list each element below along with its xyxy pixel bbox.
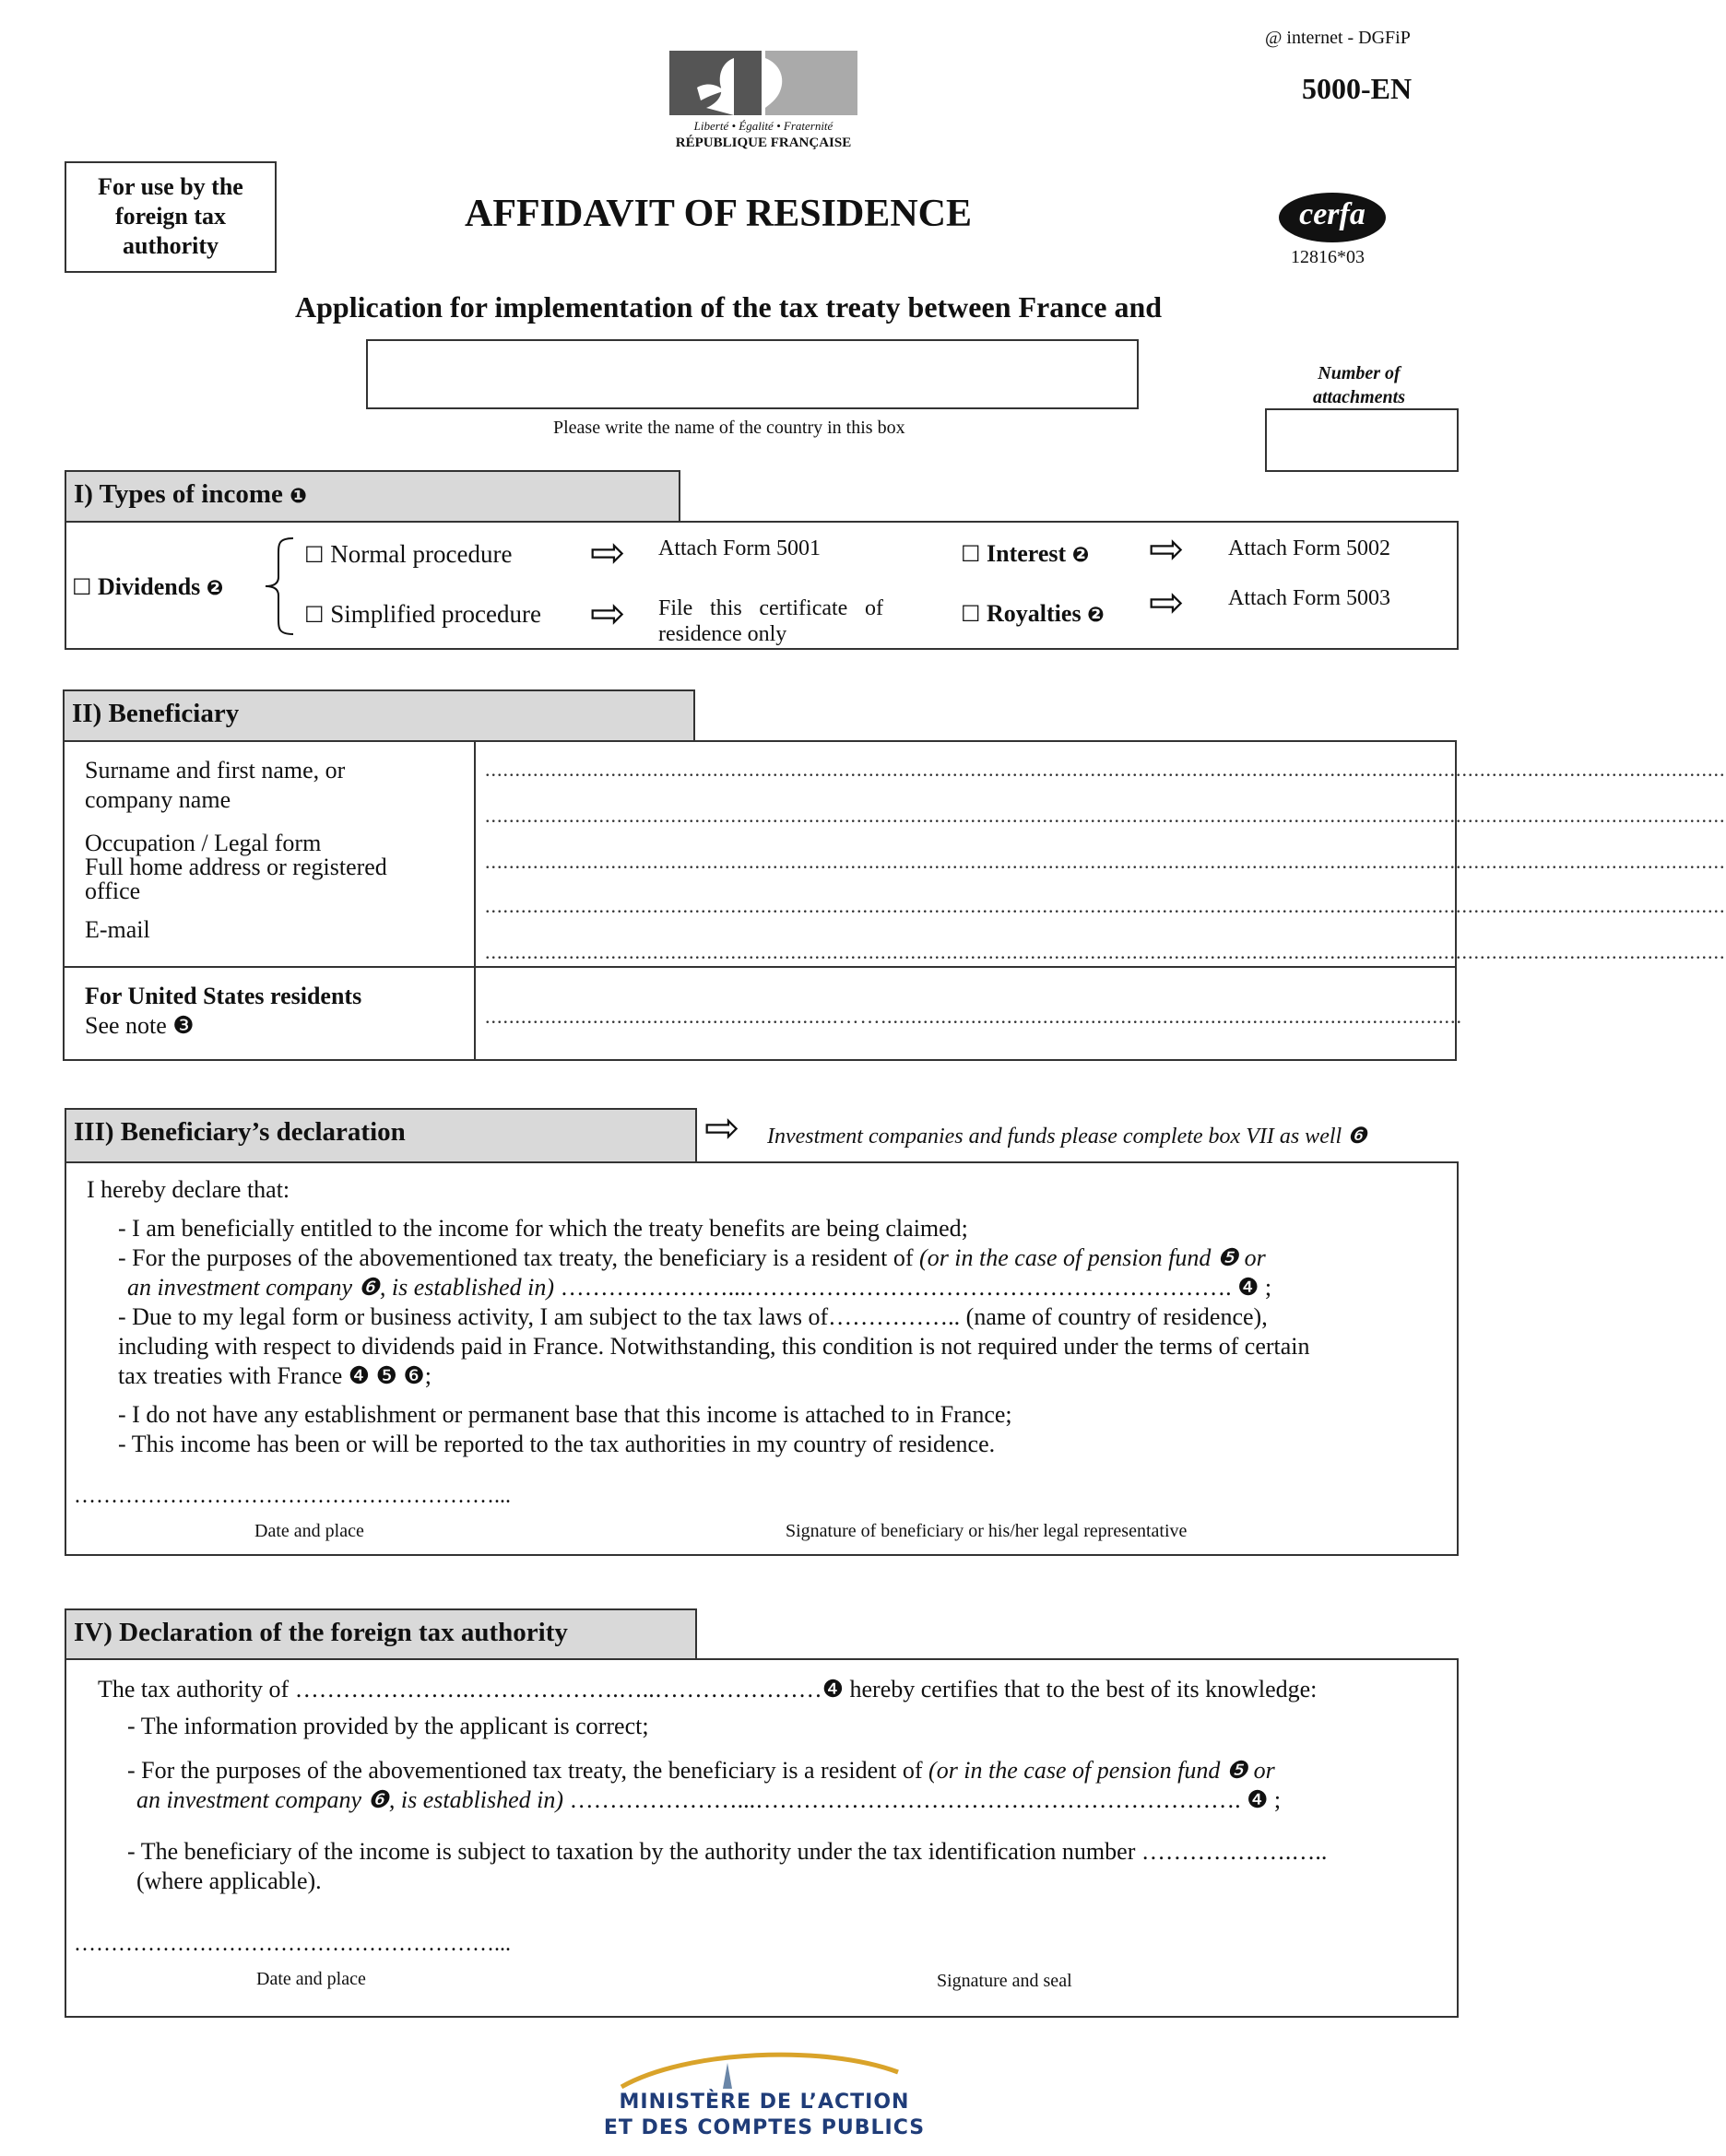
interest-label: Interest <box>987 540 1067 567</box>
republique-francaise-logo <box>669 51 857 161</box>
section3-title: III) Beneficiary’s declaration <box>74 1117 406 1147</box>
authority-line-4b: (where applicable). <box>136 1867 322 1894</box>
authority-date-place-label: Date and place <box>256 1969 366 1989</box>
marianne-icon <box>669 51 857 115</box>
attachments-label: Number of attachments <box>1312 363 1405 407</box>
cerfa-number: 12816*03 <box>1291 247 1365 267</box>
email-input[interactable]: ............................................................................................................................................................................................................... <box>485 940 1726 963</box>
authority-line-3: - For the purposes of the abovementioned tax treaty, the beneficiary is a resident of (or in the case of pension fund ❺ or <box>127 1757 1275 1784</box>
ministry-line-1: MINISTÈRE DE L’ACTION <box>619 2091 910 2114</box>
section2-header <box>63 689 695 740</box>
attach-5003-label: Attach Form 5003 <box>1228 586 1390 610</box>
section3-header <box>65 1108 697 1161</box>
note2-icon: ❷ <box>206 577 224 600</box>
section4-header <box>65 1608 697 1660</box>
section2-divider <box>474 740 476 1061</box>
authority-line-2: - The information provided by the applicant is correct; <box>127 1713 649 1739</box>
simplified-procedure-option[interactable] <box>304 600 541 629</box>
country-hint: Please write the name of the country in this box <box>553 418 905 438</box>
normal-procedure-option[interactable] <box>304 540 512 569</box>
email-label: E-mail <box>85 916 150 943</box>
note1-icon: ❶ <box>290 485 307 508</box>
interest-checkbox[interactable]: ☐ <box>961 541 981 567</box>
occupation-label: Occupation / Legal form <box>85 830 322 856</box>
section2-title: II) Beneficiary <box>72 699 240 728</box>
occupation-input[interactable]: ............................................................................................................................................................................................................... <box>485 850 1726 873</box>
foreign-authority-box <box>65 161 277 273</box>
date-place-input[interactable]: …………………………………………………... <box>74 1484 511 1508</box>
us-residents-input[interactable]: ...........................................................……................................................................................................. <box>485 1005 1462 1028</box>
logo-motto: Liberté • Égalité • Fraternité <box>693 119 833 133</box>
application-line: Application for implementation of the tax treaty between France and <box>295 290 1163 324</box>
foreign-authority-label: For use by the foreign tax authority <box>98 173 243 259</box>
authority-line-4: - The beneficiary of the income is subject to taxation by the authority under the tax identification number ……………….….. <box>127 1838 1328 1865</box>
signature-label: Signature of beneficiary or his/her legal representative <box>786 1521 1188 1541</box>
interest-option[interactable] <box>961 540 1089 568</box>
declaration-line-1: - I am beneficially entitled to the income for which the treaty benefits are being claimed; <box>118 1215 968 1242</box>
logo-name: RÉPUBLIQUE FRANÇAISE <box>675 135 852 150</box>
arrow-icon: ⇨ <box>704 1102 740 1152</box>
declaration-line-5: - This income has been or will be reported to the tax authorities in my country of residence. <box>118 1431 996 1457</box>
authority-date-place-input[interactable]: …………………………………………………... <box>74 1932 511 1956</box>
declaration-line-2: - For the purposes of the abovementioned tax treaty, the beneficiary is a resident of (or in the case of pension fund ❺ or <box>118 1244 1266 1271</box>
cerfa-logo <box>1278 192 1387 243</box>
royalties-checkbox[interactable]: ☐ <box>961 601 981 627</box>
page-title: AFFIDAVIT OF RESIDENCE <box>465 193 972 235</box>
section1-title: I) Types of income <box>74 479 283 509</box>
ministry-arc-icon <box>585 2044 944 2092</box>
declaration-line-3: - Due to my legal form or business activity, I am subject to the tax laws of…………….. (name of country of residence), <box>118 1303 1268 1330</box>
us-residents-title: For United States residents <box>85 983 362 1009</box>
us-residents-note: See note ❸ <box>85 1012 195 1039</box>
authority-line-3b: an investment company ❻, is established in) …………………...……………………………………………………. ❹ ; <box>136 1786 1282 1813</box>
declare-label: I hereby declare that: <box>87 1176 290 1203</box>
note2-icon: ❷ <box>1087 604 1105 627</box>
file-only-label: File this certificate of residence only <box>658 596 883 646</box>
surname-input-line2[interactable]: ............................................................................................................................................................................................................... <box>485 804 1726 827</box>
address-label: Full home address or registered office <box>85 854 387 904</box>
cerfa-text: cerfa <box>1299 197 1365 231</box>
royalties-option[interactable] <box>961 600 1105 628</box>
arrow-icon: ⇨ <box>1149 577 1185 627</box>
attach-5002-label: Attach Form 5002 <box>1228 536 1390 560</box>
declaration-line-3c: tax treaties with France ❹ ❺ ❻; <box>118 1362 432 1389</box>
simplified-label: Simplified procedure <box>330 600 541 628</box>
ministry-logo <box>585 2044 944 2146</box>
section4-title: IV) Declaration of the foreign tax authority <box>74 1618 568 1647</box>
dividends-checkbox[interactable]: ☐ <box>72 574 92 600</box>
dividends-option[interactable] <box>72 573 223 601</box>
attach-5001-label: Attach Form 5001 <box>658 536 821 560</box>
date-place-label: Date and place <box>254 1521 364 1541</box>
arrow-icon: ⇨ <box>1149 524 1185 573</box>
authority-signature-label: Signature and seal <box>937 1971 1072 1991</box>
declaration-line-3b: including with respect to dividends paid in France. Notwithstanding, this condition is not required under the terms of certain <box>118 1333 1310 1360</box>
normal-checkbox[interactable]: ☐ <box>304 542 325 568</box>
royalties-label: Royalties <box>987 600 1082 627</box>
address-input[interactable]: ............................................................................................................................................................................................................... <box>485 894 1726 917</box>
section1-header <box>65 470 680 521</box>
authority-line-1: The tax authority of ………………….……………….…..…………………❹ hereby certifies that to the best of its knowledge: <box>98 1676 1318 1702</box>
arrow-icon: ⇨ <box>590 527 626 577</box>
dividends-label: Dividends <box>98 573 201 600</box>
investment-note: Investment companies and funds please complete box VII as well ❻ <box>767 1125 1367 1149</box>
attachments-input[interactable] <box>1265 408 1459 472</box>
internet-label: @ internet - DGFiP <box>1265 28 1411 48</box>
declaration-line-4: - I do not have any establishment or permanent base that this income is attached to in France; <box>118 1401 1012 1428</box>
section2-row-divider <box>63 966 1457 968</box>
brace-icon <box>262 536 295 636</box>
ministry-line-2: ET DES COMPTES PUBLICS <box>603 2116 926 2139</box>
simplified-checkbox[interactable]: ☐ <box>304 602 325 628</box>
form-number: 5000-EN <box>1302 72 1413 105</box>
surname-label: Surname and first name, or company name <box>85 757 346 813</box>
normal-label: Normal procedure <box>330 540 513 568</box>
note2-icon: ❷ <box>1071 544 1090 567</box>
declaration-line-2b: an investment company ❻, is established in) …………………...……………………………………………………. ❹ ; <box>127 1274 1272 1301</box>
country-input[interactable] <box>366 339 1139 409</box>
surname-input[interactable]: ............................................................................................................................................................................................................... <box>485 758 1726 781</box>
arrow-icon: ⇨ <box>590 588 626 638</box>
